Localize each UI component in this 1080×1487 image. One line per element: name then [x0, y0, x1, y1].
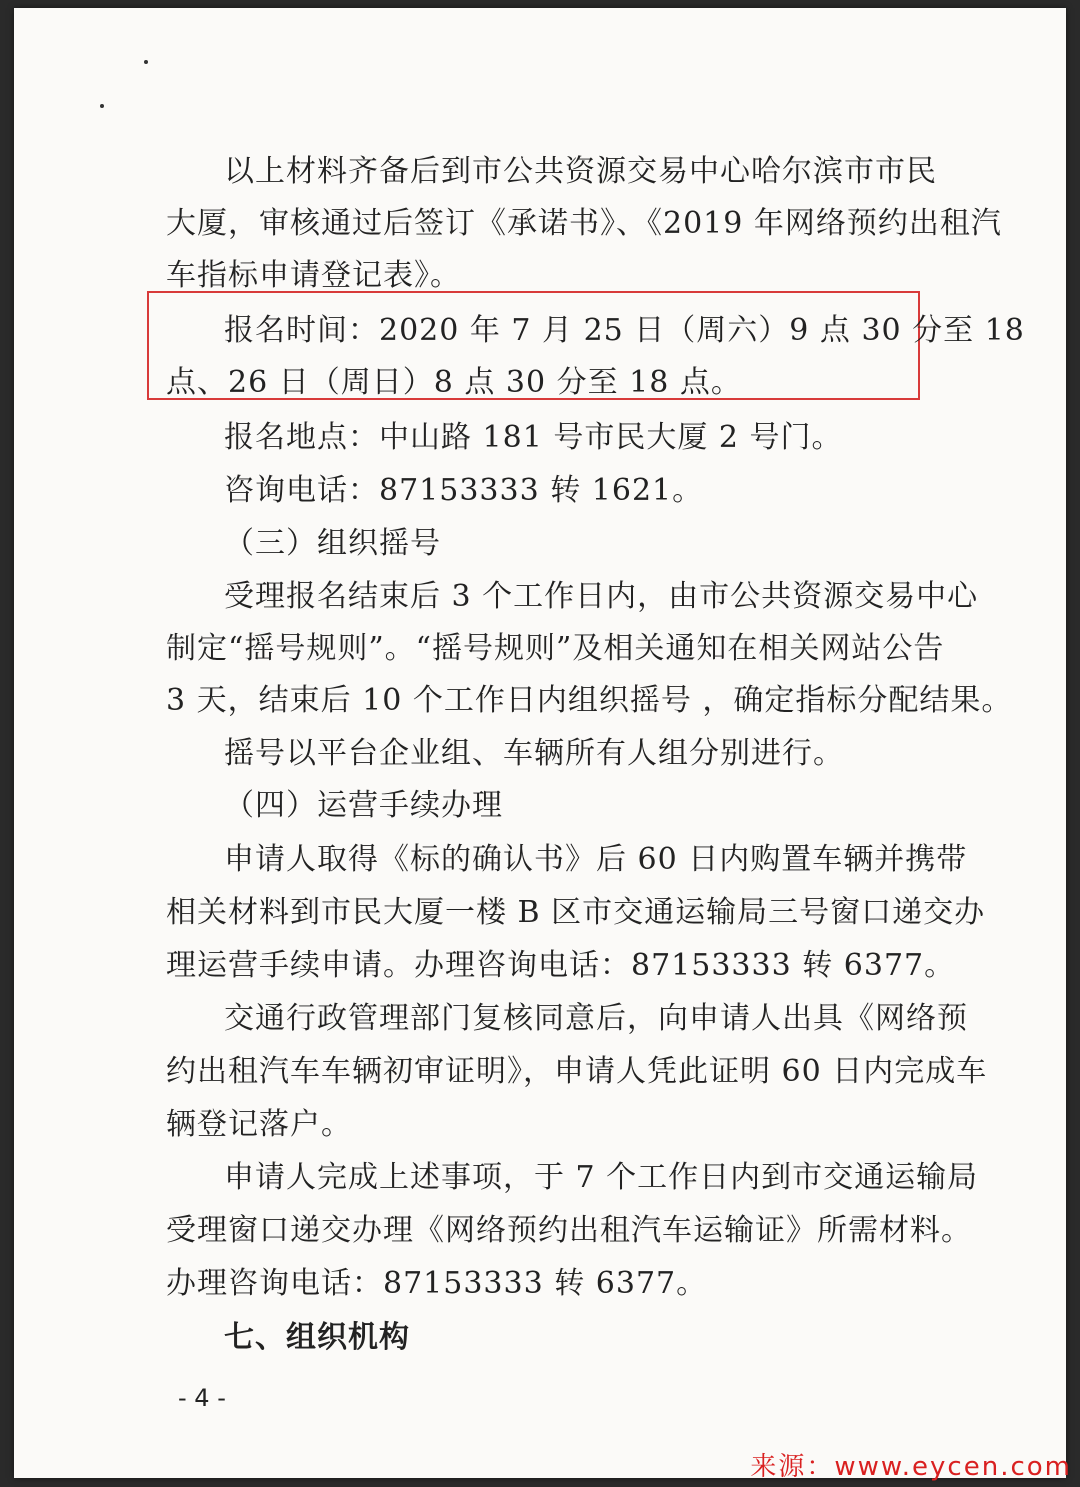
paragraph-line: 办理咨询电话：87153333 转 6377。 — [166, 1266, 708, 1301]
paragraph-line: 3 天，结束后 10 个工作日内组织摇号 ，确定指标分配结果。 — [166, 683, 1013, 718]
consult-phone: 咨询电话：87153333 转 1621。 — [224, 473, 704, 508]
section-7-title: 七、组织机构 — [224, 1320, 410, 1355]
paragraph-line: 理运营手续申请。办理咨询电话：87153333 转 6377。 — [166, 948, 956, 983]
scan-dot — [100, 104, 104, 108]
registration-place: 报名地点：中山路 181 号市民大厦 2 号门。 — [224, 420, 843, 455]
source-watermark: 来源：www.eycen.com — [750, 1452, 1072, 1482]
paragraph-line: 制定“摇号规则”。“摇号规则”及相关通知在相关网站公告 — [166, 631, 945, 666]
paragraph-line: 以上材料齐备后到市公共资源交易中心哈尔滨市市民 — [224, 154, 937, 189]
paragraph-line: 申请人完成上述事项，于 7 个工作日内到市交通运输局 — [224, 1160, 979, 1195]
page-number: - 4 - — [178, 1384, 226, 1412]
section-3-title: （三）组织摇号 — [224, 526, 441, 561]
registration-time-line: 点、26 日（周日）8 点 30 分至 18 点。 — [166, 365, 742, 400]
paragraph-line: 大厦，审核通过后签订《承诺书》、《2019 年网络预约出租汽 — [166, 206, 1002, 241]
paragraph-line: 申请人取得《标的确认书》后 60 日内购置车辆并携带 — [224, 842, 968, 877]
paragraph-line: 受理报名结束后 3 个工作日内，由市公共资源交易中心 — [224, 579, 979, 614]
paragraph-line: 车指标申请登记表》。 — [166, 258, 461, 293]
registration-time-line: 报名时间：2020 年 7 月 25 日（周六）9 点 30 分至 18 — [224, 313, 1025, 348]
paragraph-line: 摇号以平台企业组、车辆所有人组分别进行。 — [224, 736, 844, 771]
paragraph-line: 交通行政管理部门复核同意后，向申请人出具《网络预 — [224, 1001, 968, 1036]
paragraph-line: 约出租汽车车辆初审证明》，申请人凭此证明 60 日内完成车 — [166, 1054, 988, 1089]
scan-dot — [144, 60, 148, 64]
document-page — [14, 8, 1066, 1478]
paragraph-line: 辆登记落户。 — [166, 1107, 352, 1142]
paragraph-line: 相关材料到市民大厦一楼 B 区市交通运输局三号窗口递交办 — [166, 895, 986, 930]
paragraph-line: 受理窗口递交办理《网络预约出租汽车运输证》所需材料。 — [166, 1213, 972, 1248]
section-4-title: （四）运营手续办理 — [224, 788, 503, 823]
